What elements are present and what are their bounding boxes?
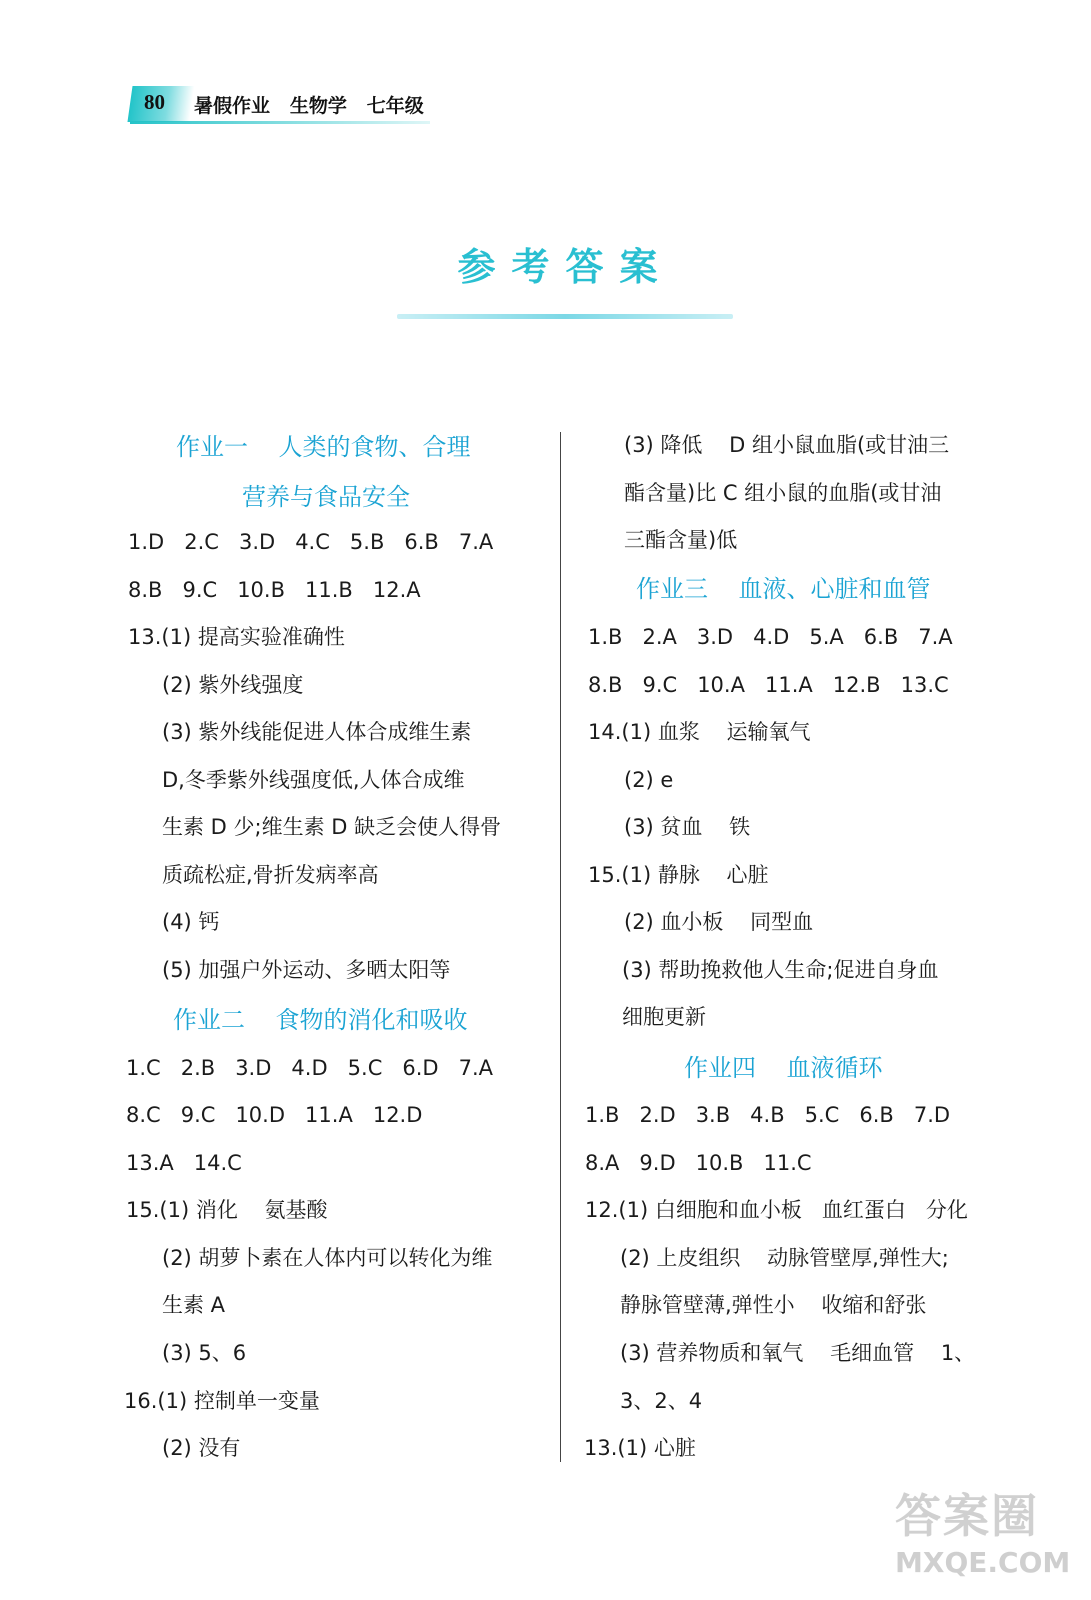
- right-answer-line: 8.A 9.D 10.B 11.C: [585, 1151, 812, 1175]
- title-rule: [397, 314, 733, 319]
- left-answer-line: 13.(1) 提高实验准确性: [128, 625, 345, 649]
- left-answer-line: (4) 钙: [162, 910, 220, 934]
- page-title: 参考答案: [457, 245, 674, 289]
- left-answer-line: (2) 没有: [162, 1436, 241, 1460]
- watermark-url: MXQE.COM: [895, 1546, 1071, 1579]
- book-title: 暑假作业 生物学 七年级: [194, 95, 424, 117]
- left-answer-line: 1.D 2.C 3.D 4.C 5.B 6.B 7.A: [128, 530, 494, 554]
- right-answer-line: 酯含量)比 C 组小鼠的血脂(或甘油: [624, 481, 942, 505]
- right-answer-line: 静脉管壁薄,弹性小 收缩和舒张: [620, 1293, 927, 1317]
- header-underline: [130, 121, 430, 124]
- right-answer-line: 三酯含量)低: [624, 528, 738, 552]
- right-answer-line: 12.(1) 白细胞和血小板 血红蛋白 分化: [585, 1198, 968, 1222]
- right-answer-line: (3) 贫血 铁: [624, 815, 751, 839]
- left-answer-line: 13.A 14.C: [126, 1151, 242, 1175]
- right-answer-line: 8.B 9.C 10.A 11.A 12.B 13.C: [588, 673, 949, 697]
- page-header: [130, 86, 460, 124]
- left-section-heading: 营养与食品安全: [242, 483, 410, 511]
- left-answer-line: 1.C 2.B 3.D 4.D 5.C 6.D 7.A: [126, 1056, 494, 1080]
- right-answer-line: 15.(1) 静脉 心脏: [588, 863, 769, 887]
- left-section-heading: 作业一 人类的食物、合理: [176, 433, 471, 461]
- right-answer-line: 1.B 2.A 3.D 4.D 5.A 6.B 7.A: [588, 625, 953, 649]
- right-answer-line: (2) 血小板 同型血: [624, 910, 814, 934]
- left-answer-line: D,冬季紫外线强度低,人体合成维: [162, 768, 465, 792]
- right-answer-line: 14.(1) 血浆 运输氧气: [588, 720, 811, 744]
- watermark: [895, 1480, 1071, 1590]
- left-answer-line: (5) 加强户外运动、多晒太阳等: [162, 958, 451, 982]
- page-number: 80: [144, 90, 165, 114]
- right-answer-line: 13.(1) 心脏: [584, 1436, 696, 1460]
- left-answer-line: 生素 A: [162, 1293, 226, 1317]
- right-answer-line: (3) 帮助挽救他人生命;促进自身血: [622, 958, 939, 982]
- right-answer-line: (2) 上皮组织 动脉管壁厚,弹性大;: [620, 1246, 949, 1270]
- left-answer-line: (2) 紫外线强度: [162, 673, 304, 697]
- right-answer-line: 3、2、4: [620, 1389, 703, 1413]
- left-answer-line: 生素 D 少;维生素 D 缺乏会使人得骨: [162, 815, 502, 839]
- left-section-heading: 作业二 食物的消化和吸收: [173, 1006, 468, 1034]
- right-answer-line: 1.B 2.D 3.B 4.B 5.C 6.B 7.D: [585, 1103, 951, 1127]
- column-divider: [560, 432, 561, 1462]
- left-answer-line: 15.(1) 消化 氨基酸: [126, 1198, 328, 1222]
- left-answer-line: 质疏松症,骨折发病率高: [162, 863, 379, 887]
- left-answer-line: 8.B 9.C 10.B 11.B 12.A: [128, 578, 421, 602]
- right-section-heading: 作业三 血液、心脏和血管: [636, 575, 931, 603]
- right-section-heading: 作业四 血液循环: [684, 1054, 883, 1082]
- right-answer-line: (2) e: [624, 768, 674, 792]
- left-answer-line: 16.(1) 控制单一变量: [124, 1389, 320, 1413]
- left-answer-line: (3) 5、6: [162, 1341, 247, 1365]
- right-answer-line: (3) 降低 D 组小鼠血脂(或甘油三: [624, 433, 950, 457]
- left-answer-line: (3) 紫外线能促进人体合成维生素: [162, 720, 472, 744]
- right-answer-line: (3) 营养物质和氧气 毛细血管 1、: [620, 1341, 976, 1365]
- left-answer-line: (2) 胡萝卜素在人体内可以转化为维: [162, 1246, 493, 1270]
- watermark-logo: 答案圈: [895, 1489, 1039, 1543]
- right-answer-line: 细胞更新: [622, 1005, 706, 1029]
- left-answer-line: 8.C 9.C 10.D 11.A 12.D: [126, 1103, 423, 1127]
